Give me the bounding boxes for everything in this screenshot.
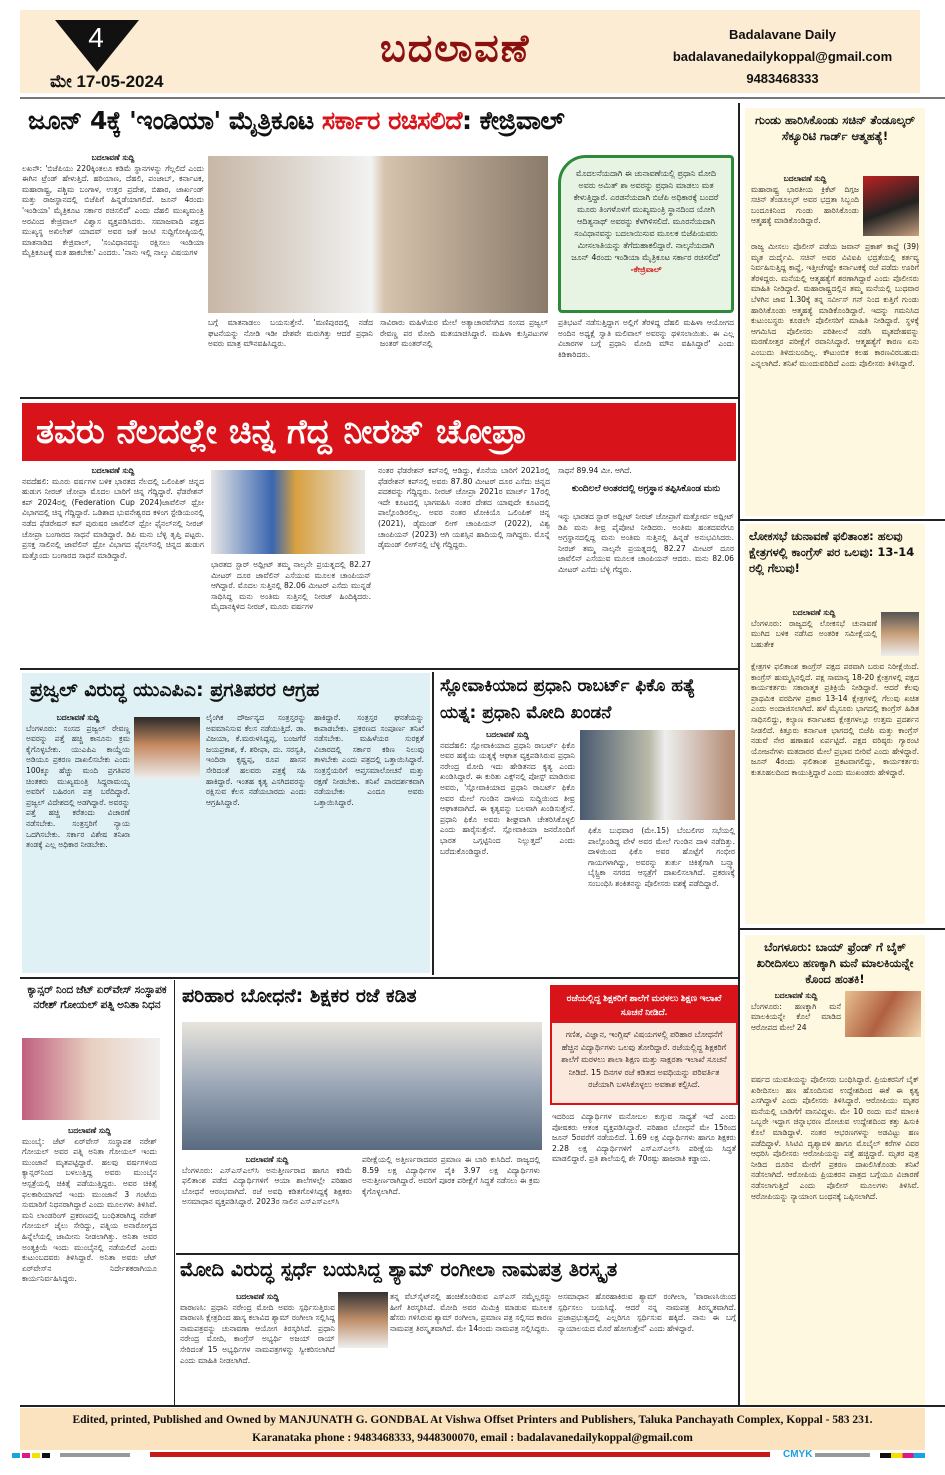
color-swatch: [42, 1453, 50, 1458]
article-body: ತನ್ನ ವೆಬ್‌ಸೈಟ್‌ನಲ್ಲಿ ಹಂಚಿಕೊಂಡಿರುವ ಎಸ್ಎಸ್ ನಮ್ಮೆಲ್ಲರನ್ನು ಹೀಗೆ ತಿರಸ್ಕರಿಸಿದೆ. ಮೋದಿ ಅವರ ಮಿಮಿಕ್ರಿ ಮಾಡುವ ಮೂಲಕ ಹೆಸರು ಗಳಿಸಿರುವ ಶ್ಯಾಮ್ ರಂಗೀಲಾ, ಪ್ರಮಾಣ ಪತ್ರ ಸಲ್ಲಿಸದ ಕಾರಣ ನಾಮಪತ್ರ ತಿರಸ್ಕೃತವಾಗಿದೆ. ಮೇ 14ರಂದು ನಾಮಪತ್ರ ಸಲ್ಲಿಸಿದ್ದರು.: [390, 1292, 552, 1333]
highlight-box: [550, 985, 738, 1105]
column-divider: [432, 672, 434, 975]
headline-kejriwal: ಜೂನ್ 4ಕ್ಕೆ 'ಇಂಡಿಯಾ' ಮೈತ್ರಿಕೂಟ ಸರ್ಕಾರ ರಚಿಸಲಿದೆ: ಕೇಜ್ರಿವಾಲ್: [28, 106, 565, 135]
article-body: ಬದಲಾವಣೆ ಸುದ್ದಿ ಬೆಂಗಳೂರು: ಎಸ್ಎಸ್ಎಲ್‌ಸಿ ಅನುತ್ತೀರ್ಣರಾದ ಹಾಗೂ ಕಡಿಮೆ ಫಲಿತಾಂಶ ಪಡೆದ ವಿದ್ಯಾರ್ಥಿಗಳಿಗೆ ಆಯಾ ಶಾಲೆಗಳಲ್ಲೇ ಪರಿಹಾರ ಬೋಧನೆ ಆರಂಭವಾಗಿದೆ. ರಜೆ ಅವಧಿ ಕಡಿತಗೊಳಿಸಿದ್ದಕ್ಕೆ ಶಿಕ್ಷಕರು ಅಸಮಾಧಾನ ವ್ಯಕ್ತಪಡಿಸಿದ್ದಾರೆ. 2023ರ ಸಾಲಿನ ಎಸ್ಎಸ್ಎಲ್‌ಸಿ: [182, 1155, 352, 1207]
article-body: ಬದಲಾವಣೆ ಸುದ್ದಿ ವಾರಾಣಸಿ: ಪ್ರಧಾನಿ ನರೇಂದ್ರ ಮೋದಿ ಅವರು ಸ್ಪರ್ಧಿಸುತ್ತಿರುವ ವಾರಾಣಸಿ ಕ್ಷೇತ್ರದಿಂದ ಹಾಸ್ಯ ಕಲಾವಿದ ಶ್ಯಾಮ್ ರಂಗೀಲಾ ಸಲ್ಲಿಸಿದ್ದ ನಾಮಪತ್ರವನ್ನು ಚುನಾವಣಾ ಆಯೋಗ ತಿರಸ್ಕರಿಸಿದೆ. ಪ್ರಧಾನಿ ನರೇಂದ್ರ ಮೋದಿ, ಕಾಂಗ್ರೆಸ್ ಅಭ್ಯರ್ಥಿ ಅಜಯ್ ರಾಯ್ ಸೇರಿದಂತೆ 15 ಅಭ್ಯರ್ಥಿಗಳ ನಾಮಪತ್ರಗಳನ್ನು ಸ್ವೀಕರಿಸಲಾಗಿದೆ ಎಂದು ಮಾಹಿತಿ ನೀಡಲಾಗಿದೆ.: [180, 1292, 335, 1365]
article-body: ಬದಲಾವಣೆ ಸುದ್ದಿ ಬೆಂಗಳೂರು: ಸಂಸದ ಪ್ರಜ್ವಲ್ ರೇವಣ್ಣ ಅವರನ್ನು ಪತ್ತೆ ಹಚ್ಚಿ ಕಾನೂನು ಕ್ರಮ ಕೈಗೊಳ್ಳಬೇಕು. ಯುಎಪಿಎ ಕಾಯ್ದೆಯ ಅಡಿಯೂ ಪ್ರಕರಣ ದಾಖಲಿಸಬೇಕು ಎಂದು 100ಕ್ಕೂ ಹೆಚ್ಚು ಮಂದಿ ಪ್ರಗತಿಪರ ಚಿಂತಕರು ಮುಖ್ಯಮಂತ್ರಿ ಸಿದ್ದರಾಮಯ್ಯ ಅವರಿಗೆ ಬಹಿರಂಗ ಪತ್ರ ಬರೆದಿದ್ದಾರೆ. ಪ್ರಜ್ವಲ್ ವಿದೇಶದಲ್ಲಿ ಅಡಗಿದ್ದಾರೆ. ಅವರನ್ನು ಪತ್ತೆ ಹಚ್ಚಿ ಕರೆತಂದು ವಿಚಾರಣೆ ನಡೆಸಬೇಕು. ಸಂತ್ರಸ್ತರಿಗೆ ನ್ಯಾಯ ಒದಗಿಸಬೇಕು. ಸರ್ಕಾರ ವಿಶೇಷ ತನಿಖಾ ತಂಡಕ್ಕೆ ಎಲ್ಲ ಅಧಿಕಾರ ನೀಡಬೇಕು.: [26, 713, 130, 850]
headline-bengaluru: ಬೆಂಗಳೂರು: ಬಾಯ್ ಫ್ರೆಂಡ್ ಗೆ ಬೈಕ್ ಖರೀದಿಸಲು ಹಣಕ್ಕಾಗಿ ಮನೆ ಮಾಲಕಿಯನ್ನೇ ಕೊಂದ ಹಂತಕಿ!: [756, 940, 914, 986]
imprint-line-1: Edited, printed, Published and Owned by MANJUNATH G. GONDBAL At Vishwa Offset Printers and Publishers, Taluka Panchayath Complex, Koppal - 583 231.: [72, 1414, 873, 1426]
article-body: ಲೈಂಗಿಕ ದೌರ್ಜನ್ಯದ ಸಂತ್ರಸ್ತರನ್ನು ಅವಮಾನಿಸುವ ಕೆಲಸ ನಡೆಯುತ್ತಿದೆ. ಡಾ. ವಿಜಯಾ, ಕೆ.ಮರುಳಸಿದ್ದಪ್ಪ, ಬಂಜಗೆರೆ ಜಯಪ್ರಕಾಶ, ಕೆ. ಶರೀಫಾ, ದು. ಸರಸ್ವತಿ, ಇಂದಿರಾ ಕೃಷ್ಣಪ್ಪ, ರೂಪ ಹಾಸನ ಸೇರಿದಂತೆ ಹಲವರು ಪತ್ರಕ್ಕೆ ಸಹಿ ಹಾಕಿದ್ದಾರೆ. ಇಂತಹ ಕೃತ್ಯ ಎಸಗಿದವರನ್ನು ರಕ್ಷಿಸುವ ಕೆಲಸ ನಡೆಯಬಾರದು ಎಂದು ಆಗ್ರಹಿಸಿದ್ದಾರೆ.: [206, 713, 306, 807]
highlight-body: ಗಣಿತ, ವಿಜ್ಞಾನ, ಇಂಗ್ಲಿಷ್ ವಿಷಯಗಳಲ್ಲಿ ಪರಿಹಾರ ಬೋಧನೆಗೆ ಹೆಚ್ಚಿನ ವಿದ್ಯಾರ್ಥಿಗಳು ಒಲವು ತೋರಿದ್ದಾರೆ. ರಜೆಯಲ್ಲಿದ್ದ ಶಿಕ್ಷಕರಿಗೆ ಶಾಲೆಗೆ ಮರಳಲು ಶಾಲಾ ಶಿಕ್ಷಣ ಮತ್ತು ಸಾಕ್ಷರತಾ ಇಲಾಖೆ ಸೂಚನೆ ನೀಡಿದೆ. 15 ದಿನಗಳ ರಜೆ ಕಡಿತದ ಅವಧಿಯನ್ನು ಪರಿವರ್ತಿತ ರಜೆಯಾಗಿ ಬಳಸಿಕೊಳ್ಳಲು ಅವಕಾಶ ಕಲ್ಪಿಸಿದೆ.: [561, 1030, 727, 1089]
registration-bar: [60, 1453, 130, 1457]
headline-neeraj: ತವರು ನೆಲದಲ್ಲೇ ಚಿನ್ನ ಗೆದ್ದ ನೀರಜ್ ಚೋಪ್ರಾ: [22, 403, 736, 461]
color-swatch: [32, 1453, 40, 1458]
divider: [20, 97, 945, 99]
headline-rangeela: ಮೋದಿ ವಿರುದ್ಧ ಸ್ಪರ್ಧೆ ಬಯಸಿದ್ದ ಶ್ಯಾಮ್ ರಂಗೀಲಾ ನಾಮಪತ್ರ ತಿರಸ್ಕೃತ: [180, 1258, 618, 1281]
imprint-line-2: Karanataka phone : 9483468333, 9448300070, email : badalavanedailykoppal@gmail.com: [252, 1432, 693, 1444]
sidebar-story-bengaluru: [745, 935, 925, 1405]
article-body: ಇನ್ನು ಭಾರತದ ಸ್ಟಾರ್ ಅಥ್ಲೀಟ್ ನೀರಜ್ ಚೋಪ್ರಾಗೆ ಮತ್ತೋರ್ವ ಅಥ್ಲೀಟ್ ಡಿಪಿ ಮನು ತೀವ್ರ ಪೈಪೋಟಿ ನೀಡಿದರು. ಅಂತಿಮ ಹಂತದವರೆಗೂ ಅಗ್ರಸ್ಥಾನದಲ್ಲಿದ್ದ ಮನು ಅಂತಿಮ ಸುತ್ತಿನಲ್ಲಿ ಹಿನ್ನಡೆ ಅನುಭವಿಸಿದರು. ನೀರಜ್ ತಮ್ಮ ನಾಲ್ಕನೇ ಪ್ರಯತ್ನದಲ್ಲಿ 82.27 ಮೀಟರ್ ದೂರ ಜಾವೆಲಿನ್ ಎಸೆಯುವ ಮೂಲಕ ಚಾಂಪಿಯನ್ ಆದರು. ಮನು 82.06 ಮೀಟರ್ ಎಸೆದು ಬೆಳ್ಳಿ ಗೆದ್ದರು.: [558, 512, 734, 574]
paper-name: Badalavane Daily: [729, 27, 836, 42]
divider: [20, 397, 738, 399]
article-body: ರಾಜ್ಯ ಮೀಸಲು ಪೊಲೀಸ್ ಪಡೆಯ ಜವಾನ್ ಪ್ರಕಾಶ್ ಕಾಪ್ಡೆ (39) ಮೃತ ದುರ್ದೈವಿ. ಸಚಿನ್ ಅವರ ವಿವಿಐಪಿ ಭದ್ರತೆಯಲ್ಲಿ ಕರ್ತವ್ಯ ನಿರ್ವಹಿಸುತ್ತಿದ್ದ ಕಾಪ್ಡೆ, ಇತ್ತೀಚೆಗಷ್ಟೇ ಕರ್ನಾಟಕಕ್ಕೆ ರಜೆ ಪಡೆದು ಊರಿಗೆ ತೆರಳಿದ್ದರು. ಮನೆಯಲ್ಲಿ ಆತ್ಮಹತ್ಯೆಗೆ ಶರಣಾಗಿದ್ದಾರೆ ಎಂದು ಪೊಲೀಸರು ಮಾಹಿತಿ ನೀಡಿದ್ದಾರೆ. ಮಹಾರಾಷ್ಟ್ರದಲ್ಲಿನ ತಮ್ಮ ಮನೆಯಲ್ಲಿ ಬುಧವಾರ ಬೆಳಗಿನ ಜಾವ 1.30ಕ್ಕೆ ತನ್ನ ಸರ್ವೀಸ್ ಗನ್ ನಿಂದ ಕುತ್ತಿಗೆ ಗುಂಡು ಹಾರಿಸಿಕೊಂಡು ಆತ್ಮಹತ್ಯೆ ಮಾಡಿಕೊಂಡಿದ್ದಾರೆ. ಇದನ್ನು ಗಮನಿಸಿದ ಕುಟುಂಬಸ್ಥರು ಕೂಡಲೇ ಪೊಲೀಸರಿಗೆ ಮಾಹಿತಿ ನೀಡಿದ್ದಾರೆ. ಸ್ಥಳಕ್ಕೆ ಆಗಮಿಸಿದ ಪೊಲೀಸರು ಪರಿಶೀಲನೆ ನಡೆಸಿ ಮೃತದೇಹವನ್ನು ಮರಣೋತ್ತರ ಪರೀಕ್ಷೆಗೆ ರವಾನಿಸಿದ್ದಾರೆ. ಆತ್ಮಹತ್ಯೆಗೆ ಕಾರಣ ಏನು ಎಂಬುದು ತಿಳಿದುಬಂದಿಲ್ಲ. ಕೌಟುಂಬಿಕ ಕಲಹ ಕಾರಣವಿರಬಹುದು ಎನ್ನಲಾಗಿದೆ. ತನಿಖೆ ಮುಂದುವರಿದಿದೆ ಎಂದು ಪೊಲೀಸರು ತಿಳಿಸಿದ್ದಾರೆ.: [751, 242, 919, 368]
story-prajwal: [22, 673, 430, 973]
article-body: ಇದರಿಂದ ವಿದ್ಯಾರ್ಥಿಗಳ ಮನೋಬಲ ಕುಗ್ಗುವ ಸಾಧ್ಯತೆ ಇದೆ ಎಂದು ಪೋಷಕರು ಆತಂಕ ವ್ಯಕ್ತಪಡಿಸಿದ್ದಾರೆ. ಪರಿಹಾರ ಬೋಧನೆ ಮೇ 15ರಿಂದ ಜೂನ್ 5ರವರೆಗೆ ನಡೆಯಲಿದೆ. 1.69 ಲಕ್ಷ ವಿದ್ಯಾರ್ಥಿಗಳು ಹಾಗೂ ಶಿಕ್ಷಕರು 2.28 ಲಕ್ಷ ವಿದ್ಯಾರ್ಥಿಗಳಿಗೆ ಎಸ್ಎಸ್ಎಲ್‌ಸಿ ಪರೀಕ್ಷೆಯ ಸಿದ್ಧತೆ ಮಾಡಲಿದ್ದಾರೆ. ಪ್ರತಿ ಶಾಲೆಯಲ್ಲಿ ಶೇ 70ರಷ್ಟು ಹಾಜರಾತಿ ಕಡ್ಡಾಯ.: [552, 1112, 736, 1164]
headline-slovakia: ಸ್ಲೋವಾಕಿಯಾದ ಪ್ರಧಾನಿ ರಾಬರ್ಟ್ ಫಿಕೊ ಹತ್ಯೆ ಯತ್ನ: ಪ್ರಧಾನಿ ಮೋದಿ ಖಂಡನೆ: [440, 676, 696, 723]
divider: [740, 928, 945, 930]
column-divider: [738, 103, 740, 1405]
prajwal-photo: [134, 717, 200, 779]
article-body: ಭಾರತದ ಸ್ಟಾರ್ ಅಥ್ಲೀಟ್ ತಮ್ಮ ನಾಲ್ಕನೇ ಪ್ರಯತ್ನದಲ್ಲಿ 82.27 ಮೀಟರ್ ದೂರ ಜಾವೆಲಿನ್ ಎಸೆಯುವ ಮೂಲಕ ಚಾಂಪಿಯನ್ ಆಗಿದ್ದಾರೆ. ಮೊದಲ ಸುತ್ತಿನಲ್ಲಿ 82.06 ಮೀಟರ್ ಎಸೆದು ಮುನ್ನಡೆ ಸಾಧಿಸಿದ್ದ ಮನು ಅಂತಿಮ ಸುತ್ತಿನಲ್ಲಿ ನೀರಜ್ ಹಿಂದಿಕ್ಕಿದರು. ಮೈದಾನಕ್ಕಿಳಿದ ನೀರಜ್, ಮೂರು ವರ್ಷಗಳ: [211, 560, 371, 612]
fico-modi-photo: [580, 730, 735, 820]
article-body: ಫಿಕೊ ಬುಧವಾರ (ಮೇ.15) ಬೆಂಬಲಿಗರ ಸಭೆಯಲ್ಲಿ ಪಾಲ್ಗೊಂಡಿದ್ದ ವೇಳೆ ಅವರ ಮೇಲೆ ಗುಂಡಿನ ದಾಳಿ ನಡೆದಿತ್ತು. ದಾಳಿಯಿಂದ ಫಿಕೊ ಅವರ ಹೊಟ್ಟೆಗೆ ಗಂಭೀರ ಗಾಯಗಳಾಗಿದ್ದು, ಅವರನ್ನು ತುರ್ತು ಚಿಕಿತ್ಸೆಗಾಗಿ ಬನ್ಸ್ಕಾ ಬೈಸ್ಟ್ರಿಕಾ ನಗರದ ಆಸ್ಪತ್ರೆಗೆ ದಾಖಲಿಸಲಾಗಿದೆ. ಪ್ರಕರಣಕ್ಕೆ ಸಂಬಂಧಿಸಿ ಶಂಕಿತನನ್ನು ಪೊಲೀಸರು ವಶಕ್ಕೆ ಪಡೆದಿದ್ದಾರೆ.: [588, 826, 735, 888]
article-body: ಬಗ್ಗೆ ಮಾತನಾಡಲು ಬಯಸುತ್ತೇನೆ. 'ಮಣಿಪುರದಲ್ಲಿ ನಡೆದ ಘಟನೆಯನ್ನು ನೋಡಿ ಇಡೀ ದೇಶವೇ ಮರುಗಿತ್ತು ಆದರೆ ಪ್ರಧಾನಿ ಅವರು ಮಾತ್ರ ಮೌನವಹಿಸಿದ್ದರು.: [208, 318, 373, 349]
color-swatch: [12, 1453, 20, 1458]
article-body: ಸಾಧನೆ 89.94 ಮೀ. ಆಗಿದೆ.: [558, 466, 632, 475]
registration-bar: [815, 1453, 870, 1457]
divider: [740, 519, 945, 521]
article-body: ಬದಲಾವಣೆ ಸುದ್ದಿ ಮುಂಬೈ: ಜೆಟ್ ಏರ್‌ವೇಸ್ ಸಂಸ್ಥಾಪಕ ನರೇಶ್ ಗೋಯಲ್ ಅವರ ಪತ್ನಿ ಅನಿತಾ ಗೋಯಲ್ ಇಂದು ಮುಂಜಾನೆ ಮೃತಪಟ್ಟಿದ್ದಾರೆ. ಹಲವು ವರ್ಷಗಳಿಂದ ಕ್ಯಾನ್ಸರ್‌ನಿಂದ ಬಳಲುತ್ತಿದ್ದ ಅವರು ಮುಂಬೈನ ಆಸ್ಪತ್ರೆಯಲ್ಲಿ ಚಿಕಿತ್ಸೆ ಪಡೆಯುತ್ತಿದ್ದರು. ಅವರ ಚಿಕಿತ್ಸೆ ಫಲಕಾರಿಯಾಗದೆ ಇಂದು ಮುಂಜಾನೆ 3 ಗಂಟೆಯ ಸುಮಾರಿಗೆ ನಿಧನರಾಗಿದ್ದಾರೆ ಎಂದು ಮೂಲಗಳು ತಿಳಿಸಿವೆ. ಮನಿ ಲಾಂಡರಿಂಗ್ ಪ್ರಕರಣದಲ್ಲಿ ಬಂಧಿತರಾಗಿದ್ದ ನರೇಶ್ ಗೋಯಲ್ ಜೈಲು ಸೇರಿದ್ದು, ಪತ್ನಿಯ ಅನಾರೋಗ್ಯದ ಹಿನ್ನೆಲೆಯಲ್ಲಿ ಜಾಮೀನು ನೀಡಲಾಗಿತ್ತು. ಅನಿತಾ ಅವರ ಅಂತ್ಯಕ್ರಿಯೆ ಇಂದು ಮುಂಬೈನಲ್ಲಿ ನಡೆಯಲಿದೆ ಎಂದು ಕುಟುಂಬದವರು ತಿಳಿಸಿದ್ದಾರೆ. ಅನಿತಾ ಅವರು ಜೆಟ್ ಏರ್‌ವೇಸ್‌ನ ನಿರ್ದೇಶಕರಾಗಿಯೂ ಕಾರ್ಯನಿರ್ವಹಿಸಿದ್ದರು.: [22, 1126, 157, 1284]
sidebar-story-loksabha: [745, 524, 925, 924]
imprint-footer: [20, 1408, 925, 1450]
headline-prajwal: ಪ್ರಜ್ವಲ್ ವಿರುದ್ಧ ಯುಎಪಿಎ: ಪ್ರಗತಿಪರರ ಆಗ್ರಹ: [30, 679, 320, 701]
masthead-contact: [660, 24, 905, 90]
kejriwal-akhilesh-photo: [208, 156, 548, 313]
color-swatch: [22, 1453, 30, 1458]
victim-photo: [845, 991, 921, 1037]
article-body: ಬದಲಾವಣೆ ಸುದ್ದಿ ನವದೆಹಲಿ: ಮೂರು ವರ್ಷಗಳ ಬಳಿಕ ಭಾರತದ ನೆಲದಲ್ಲಿ ಒಲಿಂಪಿಕ್ ಚಿನ್ನದ ಹುಡುಗ ನೀರಜ್ ಚೋಪ್ರಾ ಮೊದಲ ಬಾರಿಗೆ ಚಿನ್ನ ಗೆದ್ದಿದ್ದಾರೆ. ಫೆಡರೇಶನ್ ಕಪ್ 2024ರಲ್ಲಿ (Federation Cup 2024)ಜಾವೆಲಿನ್ ಥ್ರೋ ವಿಭಾಗದಲ್ಲಿ ಚಿನ್ನ ಗೆದ್ದಿದ್ದಾರೆ. ಒಡಿಶಾದ ಭುವನೇಶ್ವರದ ಕಳಿಂಗ ಸ್ಟೇಡಿಯಂನಲ್ಲಿ ನಡೆದ ಫೆಡರೇಷನ್ ಕಪ್ ಪುರುಷರ ಜಾವೆಲಿನ್ ಥ್ರೋ ಫೈನಲ್‌ನಲ್ಲಿ ನೀರಜ್ ಚೋಪ್ರಾ ಬಂಗಾರದ ಸಾಧನೆ ಮಾಡಿದ್ದಾರೆ. ಡಿಪಿ ಮನು ಬೆಳ್ಳಿ ತೃಪ್ತಿ ಪಟ್ಟರು. ಪ್ರಸಕ್ತ ಸಾಲಿನಲ್ಲಿ ಜಾವೆಲಿನ್ ಥ್ರೋ ವಿಭಾಗದ ಫೈನಲ್‌ನಲ್ಲಿ ಚಿನ್ನದ ಹುಡುಗ ಮತ್ತೊಂದು ಬಂಗಾರದ ಸಾಧನೆ ಮಾಡಿದ್ದಾರೆ.: [22, 466, 204, 560]
article-body: ಬದಲಾವಣೆ ಸುದ್ದಿ ಮಹಾರಾಷ್ಟ್ರ ಭಾರತೀಯ ಕ್ರಿಕೆಟ್ ದಿಗ್ಗಜ ಸಚಿನ್ ತೆಂಡೂಲ್ಕರ್ ಅವರ ಭದ್ರತಾ ಸಿಬ್ಬಂದಿ ಬಂದೂಕಿನಿಂದ ಗುಂಡು ಹಾರಿಸಿಕೊಂಡು ಆತ್ಮಹತ್ಯೆ ಮಾಡಿಕೊಂಡಿದ್ದಾರೆ.: [751, 174, 859, 226]
headline-teachers: ಪರಿಹಾರ ಬೋಧನೆ: ಶಿಕ್ಷಕರ ರಜೆ ಕಡಿತ: [182, 985, 417, 1007]
sachin-photo: [863, 176, 919, 236]
neeraj-photo: [211, 470, 365, 554]
paper-email[interactable]: badalavanedailykoppal@gmail.com: [672, 49, 893, 64]
headline-goyal: ಕ್ಯಾನ್ಸರ್ ನಿಂದ ಜೆಟ್ ಏರ್‌ವೇಸ್ ಸಂಸ್ಥಾಪಕ ನರೇಶ್ ಗೋಯಲ್ ಪತ್ನಿ ಅನಿತಾ ನಿಧನ: [27, 984, 167, 1011]
article-body: ಬದಲಾವಣೆ ಸುದ್ದಿ ಲಖನೌ: 'ಬಿಜೆಪಿಯು 220ಕ್ಕಿಂತಲೂ ಕಡಿಮೆ ಸ್ಥಾನಗಳನ್ನು ಗೆಲ್ಲಲಿದೆ ಎಂದು ಈಗಿನ ಟ್ರೆಂಡ್ ಹೇಳುತ್ತಿದೆ. ಹರಿಯಾಣ, ದೆಹಲಿ, ಪಂಜಾಬ್, ಕರ್ನಾಟಕ, ಮಹಾರಾಷ್ಟ್ರ, ಪಶ್ಚಿಮ ಬಂಗಾಳ, ಉತ್ತರ ಪ್ರದೇಶ, ಬಿಹಾರ, ಜಾರ್ಖಂಡ್ ಮತ್ತು ರಾಜಸ್ಥಾನದಲ್ಲಿ ಬಿಜೆಪಿಗೆ ಹಿನ್ನಡೆಯಾಗಲಿದೆ. ಜೂನ್ 4ರಂದು 'ಇಂಡಿಯಾ' ಮೈತ್ರಿಕೂಟ ಸರ್ಕಾರ ರಚಿಸಲಿದೆ' ಎಂದು ದೆಹಲಿ ಮುಖ್ಯಮಂತ್ರಿ ಅರವಿಂದ ಕೇಜ್ರಿವಾಲ್ ವಿಶ್ವಾಸ ವ್ಯಕ್ತಪಡಿಸಿದರು. ಸಮಾಜವಾದಿ ಪಕ್ಷದ ಮುಖ್ಯಸ್ಥ ಅಖಿಲೇಶ್ ಯಾದವ್ ಅವರ ಜತೆ ಜಂಟಿ ಸುದ್ದಿಗೋಷ್ಠಿಯಲ್ಲಿ ಮಾತನಾಡಿದ ಕೇಜ್ರಿವಾಲ್, 'ಸಂವಿಧಾನವನ್ನು ರಕ್ಷಿಸಲು ಇಂಡಿಯಾ ಮೈತ್ರಿಕೂಟಕ್ಕೆ ಮತ ಹಾಕಬೇಕು' ಎಂದರು. 'ನಾನು ಇಲ್ಲಿ ನಾಲ್ಕು ವಿಷಯಗಳ: [22, 153, 204, 258]
newspaper-logo: ಬದಲಾವಣೆ: [380, 25, 531, 70]
politician-photo: [881, 612, 919, 656]
subheading: ಕುಂದಿಲಲೆ ಅಂತರದಲ್ಲಿ ಅಗ್ರಸ್ಥಾನ ತಪ್ಪಿಸಿಕೊಂಡ ಮನು: [571, 483, 721, 493]
divider: [20, 1405, 945, 1407]
rangeela-photo: [338, 1292, 388, 1348]
divider: [20, 668, 738, 670]
column-divider: [174, 980, 175, 1405]
classroom-photo: [182, 1022, 542, 1150]
color-swatch: [880, 1453, 925, 1458]
sidebar-story-sachin: [745, 108, 925, 516]
headline-sachin: ಗುಂಡು ಹಾರಿಸಿಕೊಂಡು ಸಚಿನ್ ತೆಂಡೂಲ್ಕರ್ ಸೆಕ್ಯೂರಿಟಿ ಗಾರ್ಡ್ ಆತ್ಮಹತ್ಯೆ!: [755, 113, 915, 143]
article-body: ಹಾಕಿದ್ದಾರೆ. ಸಂತ್ರಸ್ತರ ಘನತೆಯನ್ನು ಕಾಪಾಡಬೇಕು. ಪ್ರಕರಣದ ಸಂಪೂರ್ಣ ತನಿಖೆ ನಡೆಸಬೇಕು. ಮಹಿಳೆಯರ ಸುರಕ್ಷತೆ ವಿಚಾರದಲ್ಲಿ ಸರ್ಕಾರ ಕಠಿಣ ನಿಲುವು ತಾಳಬೇಕು ಎಂದು ಪತ್ರದಲ್ಲಿ ಒತ್ತಾಯಿಸಿದ್ದಾರೆ. ಸಂತ್ರಸ್ತೆಯರಿಗೆ ಆಪ್ತಸಮಾಲೋಚನೆ ಮತ್ತು ರಕ್ಷಣೆ ನೀಡಬೇಕು. ತನಿಖೆ ಪಾರದರ್ಶಕವಾಗಿ ನಡೆಯಬೇಕು ಎಂದೂ ಅವರು ಒತ್ತಾಯಿಸಿದ್ದಾರೆ.: [314, 713, 424, 807]
article-body: ವರ್ಷದ ಯುವತಿಯನ್ನು ಪೊಲೀಸರು ಬಂಧಿಸಿದ್ದಾರೆ. ಪ್ರಿಯಕರನಿಗೆ ಬೈಕ್ ಖರೀದಿಸಲು ಹಣ ಹೊಂದಿಸುವ ಉದ್ದೇಶದಿಂದ ಈಕೆ ಈ ಕೃತ್ಯ ಎಸಗಿದ್ದಾಳೆ ಎಂದು ಪೊಲೀಸರು ತಿಳಿಸಿದ್ದಾರೆ. ಆರೋಪಿಯು ಮೃತರ ಮನೆಯಲ್ಲಿ ಬಾಡಿಗೆಗೆ ವಾಸವಿದ್ದಳು. ಮೇ 10 ರಂದು ಮನೆ ಮಾಲಕಿ ಒಬ್ಬರೇ ಇದ್ದಾಗ ಚಿನ್ನಾಭರಣ ದೋಚುವ ಉದ್ದೇಶದಿಂದ ಕತ್ತು ಹಿಸುಕಿ ಕೊಲೆ ಮಾಡಿದ್ದಾಳೆ. ನಂತರ ಆಭರಣಗಳನ್ನು ಅಡವಿಟ್ಟು ಹಣ ಪಡೆದಿದ್ದಾಳೆ. ಸಿಸಿಟಿವಿ ದೃಶ್ಯಾವಳಿ ಹಾಗೂ ಮೊಬೈಲ್ ಕರೆಗಳ ವಿವರ ಆಧರಿಸಿ ಪೊಲೀಸರು ಆರೋಪಿಯನ್ನು ಪತ್ತೆ ಹಚ್ಚಿದ್ದಾರೆ. ಮೃತರ ಪುತ್ರ ನೀಡಿದ ದೂರಿನ ಮೇರೆಗೆ ಪ್ರಕರಣ ದಾಖಲಿಸಿಕೊಂಡು ತನಿಖೆ ನಡೆಸಲಾಗಿದೆ. ಆರೋಪಿಯ ಪ್ರಿಯಕರನ ಪಾತ್ರದ ಬಗ್ಗೆಯೂ ವಿಚಾರಣೆ ನಡೆಸಲಾಗುತ್ತಿದೆ ಎಂದು ಪೊಲೀಸ್ ಮೂಲಗಳು ತಿಳಿಸಿವೆ. ಆರೋಪಿಯನ್ನು ನ್ಯಾಯಾಂಗ ಬಂಧನಕ್ಕೆ ಒಪ್ಪಿಸಲಾಗಿದೆ.: [751, 1075, 919, 1201]
divider: [20, 977, 738, 979]
article-body: ನಂತರ ಫೆಡರೇಶನ್ ಕಪ್‌ನಲ್ಲಿ ಆಡಿದ್ದು, ಕೊನೆಯ ಬಾರಿಗೆ 2021ರಲ್ಲಿ ಫೆಡರೇಶನ್ ಕಪ್‌ನಲ್ಲಿ ಅವರು 87.80 ಮೀಟರ್ ದೂರ ಎಸೆದು ಚಿನ್ನದ ಪದಕವನ್ನು ಗೆದ್ದಿದ್ದರು. ನೀರಜ್ ಚೋಪ್ರಾ 2021ರ ಮಾರ್ಚ್ 17ರಲ್ಲಿ ಇದೇ ಕೂಟದಲ್ಲಿ ಭಾಗವಹಿಸಿ ನಂತರ ದೇಶದ ಯಾವುದೇ ಕೂಟದಲ್ಲಿ ಪಾಲ್ಗೊಂಡಿರಲಿಲ್ಲ. ಅವರ ನಂತರ ಟೋಕಿಯೊ ಒಲಿಂಪಿಕ್ ಚಿನ್ನ (2021), ಡೈಮಂಡ್ ಲೀಗ್ ಚಾಂಪಿಯನ್ (2022), ವಿಶ್ವ ಚಾಂಪಿಯನ್ (2023) ಆಗಿ ಯಶಸ್ಸಿನ ಹಾದಿಯಲ್ಲಿ ಸಾಗಿದ್ದರು. ಮೊನ್ನೆ ಡೈಮಂಡ್ ಲೀಗ್‌ನಲ್ಲಿ ಬೆಳ್ಳಿ ಗೆದ್ದಿದ್ದರು.: [378, 466, 550, 550]
article-body: ಪ್ರತಿಭಟನೆ ನಡೆಸುತ್ತಿದ್ದಾಗ ಅಲ್ಲಿಗೆ ತೆರಳಿದ್ದ ದೆಹಲಿ ಮಹಿಳಾ ಆಯೋಗದ ಅಂದಿನ ಅಧ್ಯಕ್ಷೆ ಸ್ವಾತಿ ಮಲಿವಾಲ್ ಅವರನ್ನು ಥಳಿಸಲಾಯಿತು. ಈ ಎಲ್ಲ ವಿಚಾರಗಳ ಬಗ್ಗೆ ಪ್ರಧಾನಿ ಮೋದಿ ಮೌನ ವಹಿಸಿದ್ದಾರೆ' ಎಂದು ಕಿಡಿಕಾರಿದರು.: [558, 318, 734, 359]
article-body: ಸಾವಿರಾರು ಮಹಿಳೆಯರ ಮೇಲೆ ಅತ್ಯಾಚಾರವೆಸಗಿದ ಸಂಸದ ಪ್ರಜ್ವಲ್ ರೇವಣ್ಣ ಪರ ಮೋದಿ ಮತಯಾಚಿಸಿದ್ದಾರೆ. ಮಹಿಳಾ ಕುಸ್ತಿಪಟುಗಳ ಜಂತರ್ ಮಂತರ್‌ನಲ್ಲಿ: [380, 318, 548, 349]
article-body: ಬದಲಾವಣೆ ಸುದ್ದಿ ನವದೆಹಲಿ: ಸ್ಲೋವಾಕಿಯಾದ ಪ್ರಧಾನಿ ರಾಬರ್ಟ್ ಫಿಕೊ ಅವರ ಹತ್ಯೆಯ ಯತ್ನಕ್ಕೆ ಆಘಾತ ವ್ಯಕ್ತಪಡಿಸಿರುವ ಪ್ರಧಾನಿ ನರೇಂದ್ರ ಮೋದಿ ಇದು ಹೇಡಿತನದ ಕೃತ್ಯ ಎಂದು ಖಂಡಿಸಿದ್ದಾರೆ. ಈ ಕುರಿತು ಎಕ್ಸ್‌ನಲ್ಲಿ ಪೋಸ್ಟ್ ಮಾಡಿರುವ ಅವರು, 'ಸ್ಲೋವಾಕಿಯಾದ ಪ್ರಧಾನಿ ರಾಬರ್ಟ್ ಫಿಕೊ ಅವರ ಮೇಲೆ ಗುಂಡಿನ ದಾಳಿಯ ಸುದ್ದಿಯಿಂದ ತೀವ್ರ ಆಘಾತವಾಗಿದೆ. ಈ ಕೃತ್ಯವನ್ನು ಬಲವಾಗಿ ಖಂಡಿಸುತ್ತೇನೆ. ಪ್ರಧಾನಿ ಫಿಕೊ ಅವರು ಶೀಘ್ರವಾಗಿ ಚೇತರಿಸಿಕೊಳ್ಳಲಿ ಎಂದು ಹಾರೈಸುತ್ತೇನೆ. ಸ್ಲೋವಾಕಿಯಾ ಜನರೊಂದಿಗೆ ಭಾರತ ಒಗ್ಗಟ್ಟಿನಿಂದ ನಿಲ್ಲುತ್ತದೆ' ಎಂದು ಬರೆದುಕೊಂಡಿದ್ದಾರೆ.: [440, 730, 575, 856]
cmyk-label: CMYK: [783, 1449, 813, 1460]
article-body: ಬದಲಾವಣೆ ಸುದ್ದಿ ಬೆಂಗಳೂರು: ಹಣಕ್ಕಾಗಿ ಮನೆ ಮಾಲಕಿಯನ್ನೇ ಕೊಲೆ ಮಾಡಿದ ಆರೋಪದ ಮೇಲೆ 24: [751, 991, 841, 1032]
article-body: ಅಸಮಾಧಾನ ಹೊರಹಾಕಿರುವ ಶ್ಯಾಮ್ ರಂಗೀಲಾ, 'ವಾರಾಣಸಿಯಿಂದ ಸ್ಪರ್ಧಿಸಲು ಬಯಸಿದ್ದೆ. ಆದರೆ ನನ್ನ ನಾಮಪತ್ರ ತಿರಸ್ಕೃತವಾಗಿದೆ. ಪ್ರಜಾಪ್ರಭುತ್ವದಲ್ಲಿ ಎಲ್ಲರಿಗೂ ಸ್ಪರ್ಧಿಸುವ ಹಕ್ಕಿದೆ. ನಾನು ಈ ಬಗ್ಗೆ ನ್ಯಾಯಾಲಯದ ಮೊರೆ ಹೋಗುತ್ತೇನೆ' ಎಂದು ಹೇಳಿದ್ದಾರೆ.: [558, 1292, 736, 1333]
article-body: ಪರೀಕ್ಷೆಯಲ್ಲಿ ಅತ್ತೀರ್ಣರಾದವರ ಪ್ರಮಾಣ ಈ ಬಾರಿ ಕುಸಿದಿದೆ. ರಾಜ್ಯದಲ್ಲಿ 8.59 ಲಕ್ಷ ವಿದ್ಯಾರ್ಥಿಗಳ ಪೈಕಿ 3.97 ಲಕ್ಷ ವಿದ್ಯಾರ್ಥಿಗಳು ಅನುತ್ತೀರ್ಣರಾಗಿದ್ದಾರೆ. ಅವರಿಗೆ ಪೂರಕ ಪರೀಕ್ಷೆಗೆ ಸಿದ್ಧತೆ ನಡೆಸಲು ಈ ಕ್ರಮ ಕೈಗೊಳ್ಳಲಾಗಿದೆ.: [362, 1155, 540, 1196]
article-body: ಬದಲಾವಣೆ ಸುದ್ದಿ ಬೆಂಗಳೂರು: ರಾಜ್ಯದಲ್ಲಿ ಲೋಕಸಭೆ ಚುನಾವಣೆ ಮುಗಿದ ಬಳಿಕ ನಡೆಸಿದ ಅಂತರಿಕ ಸಮೀಕ್ಷೆಯಲ್ಲಿ ಬಹುತೇಕ: [751, 608, 877, 649]
divider: [176, 1253, 738, 1255]
article-body: ಕ್ಷೇತ್ರಗಳ ಫಲಿತಾಂಶ ಕಾಂಗ್ರೆಸ್ ಪಕ್ಷದ ಪರವಾಗಿ ಬರುವ ನಿರೀಕ್ಷೆಯಿದೆ. ಕಾಂಗ್ರೆಸ್ ಹುಮ್ಮಸ್ಸಿನಲ್ಲಿದೆ. ಪಕ್ಷ ಸಾಮಾನ್ಯ 18-20 ಕ್ಷೇತ್ರಗಳಲ್ಲಿ ಪಕ್ಷದ ಕಾರ್ಯಕರ್ತರು ಸಕಾರಾತ್ಮಕ ಪ್ರತಿಕ್ರಿಯೆ ನೀಡಿದ್ದಾರೆ. ಆದರೆ ಕೆಲವು ಪ್ರಾಥಮಿಕ ವರದಿಗಳ ಪ್ರಕಾರ 13-14 ಕ್ಷೇತ್ರಗಳಲ್ಲಿ ಗೆಲುವು ಖಚಿತ ಎಂದು ಅಂದಾಜಿಸಲಾಗಿದೆ. ಹಳೆ ಮೈಸೂರು ಭಾಗದಲ್ಲಿ ಕಾಂಗ್ರೆಸ್ ಹಿಡಿತ ಸಾಧಿಸಲಿದ್ದು, ಕಲ್ಯಾಣ ಕರ್ನಾಟಕದ ಕ್ಷೇತ್ರಗಳಲ್ಲೂ ಉತ್ತಮ ಪ್ರದರ್ಶನ ನೀಡಲಿದೆ. ಕಿತ್ತೂರು ಕರ್ನಾಟಕ ಭಾಗದಲ್ಲಿ ಬಿಜೆಪಿ ಮತ್ತು ಕಾಂಗ್ರೆಸ್ ನಡುವೆ ನೇರ ಹಣಾಹಣಿ ಏರ್ಪಟ್ಟಿದೆ. ಪಕ್ಷದ ವರಿಷ್ಠರು ಗ್ಯಾರಂಟಿ ಯೋಜನೆಗಳು ಮತದಾರರ ಮೇಲೆ ಪ್ರಭಾವ ಬೀರಿವೆ ಎಂದು ಹೇಳಿದ್ದಾರೆ. ಜೂನ್ 4ರಂದು ಫಲಿತಾಂಶ ಪ್ರಕಟವಾಗಲಿದ್ದು, ಕಾರ್ಯಕರ್ತರು ಕುತೂಹಲದಿಂದ ಕಾಯುತ್ತಿದ್ದಾರೆ ಎಂದು ಮುಖಂಡರು ಹೇಳಿದ್ದಾರೆ.: [751, 662, 919, 777]
registration-bar: [150, 1452, 770, 1457]
issue-date: ಮೇ 17-05-2024: [50, 72, 164, 91]
paper-phone: 9483468333: [746, 71, 819, 86]
quote-box: ಮೊದಲನೆಯದಾಗಿ ಈ ಚುನಾವಣೆಯಲ್ಲಿ ಪ್ರಧಾನಿ ಮೋದಿ ಅವರು ಅಮಿತ್ ಶಾ ಅವರನ್ನು ಪ್ರಧಾನಿ ಮಾಡಲು ಮತ ಕೇಳುತ್ತಿದ್ದಾರೆ. ಎರಡನೆಯದಾಗಿ ಬಿಜೆಪಿ ಅಧಿಕಾರಕ್ಕೆ ಬಂದರೆ ಮೂರು ತಿಂಗಳೊಳಗೆ ಮುಖ್ಯಮಂತ್ರಿ ಸ್ಥಾನದಿಂದ ಯೋಗಿ ಆದಿತ್ಯನಾಥ್ ಅವರನ್ನು ಕೆಳಗಿಳಿಸಲಿದೆ. ಮೂರನೆಯದಾಗಿ ಸಂವಿಧಾನವನ್ನು ಬದಲಾಯಿಸುವ ಮೂಲಕ ಬಿಜೆಪಿಯವರು ಮೀಸಲಾತಿಯನ್ನು ತೆಗೆದುಹಾಕಲಿದ್ದಾರೆ. ನಾಲ್ಕನೆಯದಾಗಿ ಜೂನ್ 4ರಂದು ಇಂಡಿಯಾ ಮೈತ್ರಿಕೂಟ ಸರ್ಕಾರ ರಚಿಸಲಿದೆ' -ಕೇಜ್ರಿವಾಲ್: [558, 155, 734, 313]
goyal-photo: [22, 1038, 160, 1120]
page-number: 4: [88, 22, 104, 53]
headline-loksabha: ಲೋಕಸಭೆ ಚುನಾವಣೆ ಫಲಿತಾಂಶ: ಹಲವು ಕ್ಷೇತ್ರಗಳಲ್ಲಿ ಕಾಂಗ್ರೆಸ್ ಪರ ಒಲವು: 13-14 ರಲ್ಲಿ ಗೆಲುವು!: [749, 529, 915, 575]
highlight-title: ರಜೆಯಲ್ಲಿದ್ದ ಶಿಕ್ಷಕರಿಗೆ ಶಾಲೆಗೆ ಮರಳಲು ಶಿಕ್ಷಣ ಇಲಾಖೆ ಸೂಚನೆ ನೀಡಿದೆ.: [552, 987, 736, 1023]
